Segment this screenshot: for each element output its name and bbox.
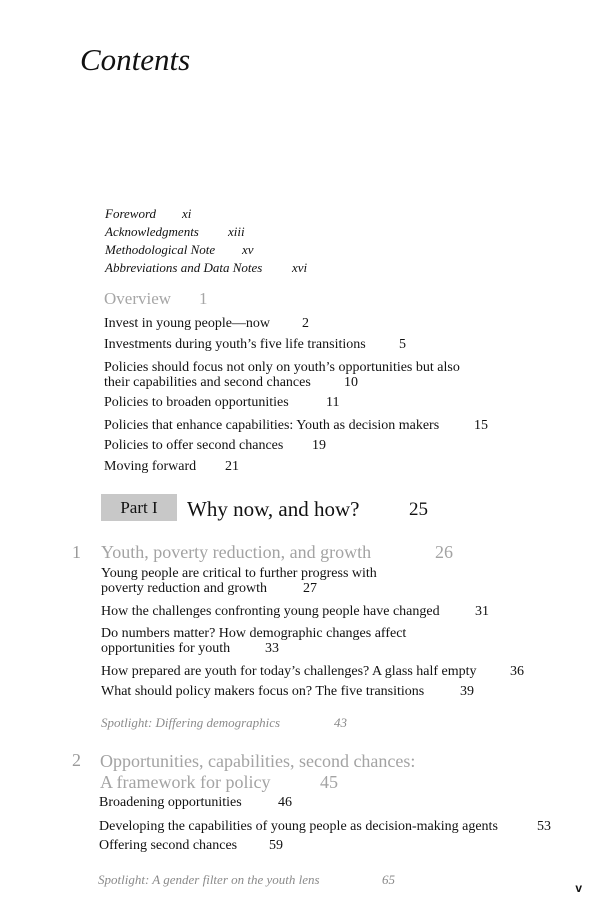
toc-entry bbox=[101, 684, 474, 699]
toc-entry bbox=[101, 626, 406, 656]
toc-entry bbox=[104, 337, 406, 352]
front-matter-label: Foreword bbox=[105, 206, 157, 221]
toc-entry-page: 21 bbox=[225, 459, 239, 474]
toc-entry-page: 11 bbox=[326, 395, 340, 410]
toc-entry bbox=[101, 566, 377, 596]
toc-entry-label: How prepared are youth for today’s challenges? A glass half empty bbox=[101, 664, 477, 679]
chapter-heading bbox=[100, 751, 415, 793]
front-matter-label: Methodological Note bbox=[105, 242, 216, 257]
page-title: Contents bbox=[80, 42, 191, 77]
chapter-heading-label: Youth, poverty reduction, and growth bbox=[101, 542, 372, 562]
toc-entry-label: Policies to broaden opportunities bbox=[104, 395, 289, 410]
toc-entry-page: 5 bbox=[399, 337, 406, 352]
front-matter-page: xv bbox=[242, 242, 254, 257]
toc-entry-page: 19 bbox=[312, 438, 326, 453]
part-page: 25 bbox=[409, 499, 428, 520]
front-matter-foreword bbox=[105, 206, 192, 222]
toc-entry bbox=[104, 438, 326, 453]
toc-entry bbox=[101, 604, 489, 619]
toc-entry-label-cont: poverty reduction and growth bbox=[101, 581, 268, 596]
part-label-box: Part I bbox=[101, 494, 177, 521]
spotlight-label: Spotlight: Differing demographics bbox=[101, 715, 281, 730]
chapter-page: 45 bbox=[320, 772, 338, 792]
page-folio: v bbox=[575, 881, 582, 895]
toc-entry-page: 31 bbox=[475, 604, 489, 619]
chapter-number: 1 bbox=[72, 542, 81, 562]
toc-entry-label: Policies to offer second chances bbox=[104, 438, 284, 453]
toc-entry bbox=[99, 838, 283, 853]
front-matter-page: xi bbox=[182, 206, 192, 221]
toc-entry-page: 15 bbox=[474, 418, 488, 433]
front-matter-page: xvi bbox=[292, 260, 308, 275]
toc-entry-label: How the challenges confronting young people have changed bbox=[101, 604, 440, 619]
part-title: Why now, and how? bbox=[187, 497, 360, 521]
chapter-page: 26 bbox=[435, 542, 453, 562]
toc-entry-label: Moving forward bbox=[104, 459, 197, 474]
chapter-heading bbox=[101, 542, 453, 563]
toc-entry-label: Policies that enhance capabilities: Youth as decision makers bbox=[104, 418, 440, 433]
chapter-number: 2 bbox=[72, 750, 81, 770]
toc-entry-page: 53 bbox=[537, 819, 551, 834]
toc-entry bbox=[104, 395, 340, 410]
chapter-heading-label: Opportunities, capabilities, second chances: bbox=[100, 751, 416, 771]
toc-entry bbox=[99, 795, 292, 810]
toc-entry-label: What should policy makers focus on? The five transitions bbox=[101, 684, 425, 699]
front-matter-abbreviations bbox=[105, 260, 308, 276]
front-matter-label: Abbreviations and Data Notes bbox=[105, 260, 263, 275]
overview-page: 1 bbox=[199, 289, 208, 308]
toc-entry-label: Offering second chances bbox=[99, 838, 238, 853]
front-matter-label: Acknowledgments bbox=[105, 224, 199, 239]
spotlight-label: Spotlight: A gender filter on the youth lens bbox=[98, 872, 320, 887]
toc-entry bbox=[104, 360, 460, 390]
toc-entry-page: 27 bbox=[303, 581, 317, 596]
toc-entry-label-cont: opportunities for youth bbox=[101, 641, 231, 656]
toc-entry-page: 46 bbox=[278, 795, 292, 810]
toc-entry bbox=[99, 819, 551, 834]
spotlight-page: 43 bbox=[334, 715, 347, 730]
toc-entry-page: 39 bbox=[460, 684, 474, 699]
toc-entry bbox=[104, 418, 488, 433]
toc-entry bbox=[101, 664, 524, 679]
spotlight-entry bbox=[101, 715, 347, 731]
toc-entry-label: Young people are critical to further progress with bbox=[101, 566, 377, 581]
front-matter-methodological-note bbox=[105, 242, 254, 258]
toc-entry-label: Invest in young people—now bbox=[104, 316, 271, 331]
toc-entry-label: Developing the capabilities of young people as decision-making agents bbox=[99, 819, 498, 834]
toc-entry-page: 59 bbox=[269, 838, 283, 853]
spotlight-entry bbox=[98, 872, 395, 888]
toc-entry-page: 36 bbox=[510, 664, 524, 679]
toc-entry-label: Do numbers matter? How demographic changes affect bbox=[101, 626, 407, 641]
chapter-heading-label-cont: A framework for policy bbox=[100, 772, 271, 792]
overview-heading-label: Overview bbox=[104, 289, 172, 308]
toc-entry bbox=[104, 459, 239, 474]
overview-heading bbox=[104, 289, 208, 309]
toc-entry-label-cont: their capabilities and second chances bbox=[104, 375, 311, 390]
toc-entry-page: 33 bbox=[265, 641, 279, 656]
spotlight-page: 65 bbox=[382, 872, 395, 887]
toc-entry-label: Broadening opportunities bbox=[99, 795, 242, 810]
toc-entry bbox=[104, 316, 309, 331]
toc-entry-label: Policies should focus not only on youth’s opportunities but also bbox=[104, 360, 460, 375]
front-matter-acknowledgments bbox=[105, 224, 245, 240]
toc-entry-label: Investments during youth’s five life transitions bbox=[104, 337, 366, 352]
front-matter-page: xiii bbox=[228, 224, 245, 239]
toc-entry-page: 10 bbox=[344, 375, 358, 390]
toc-entry-page: 2 bbox=[302, 316, 309, 331]
